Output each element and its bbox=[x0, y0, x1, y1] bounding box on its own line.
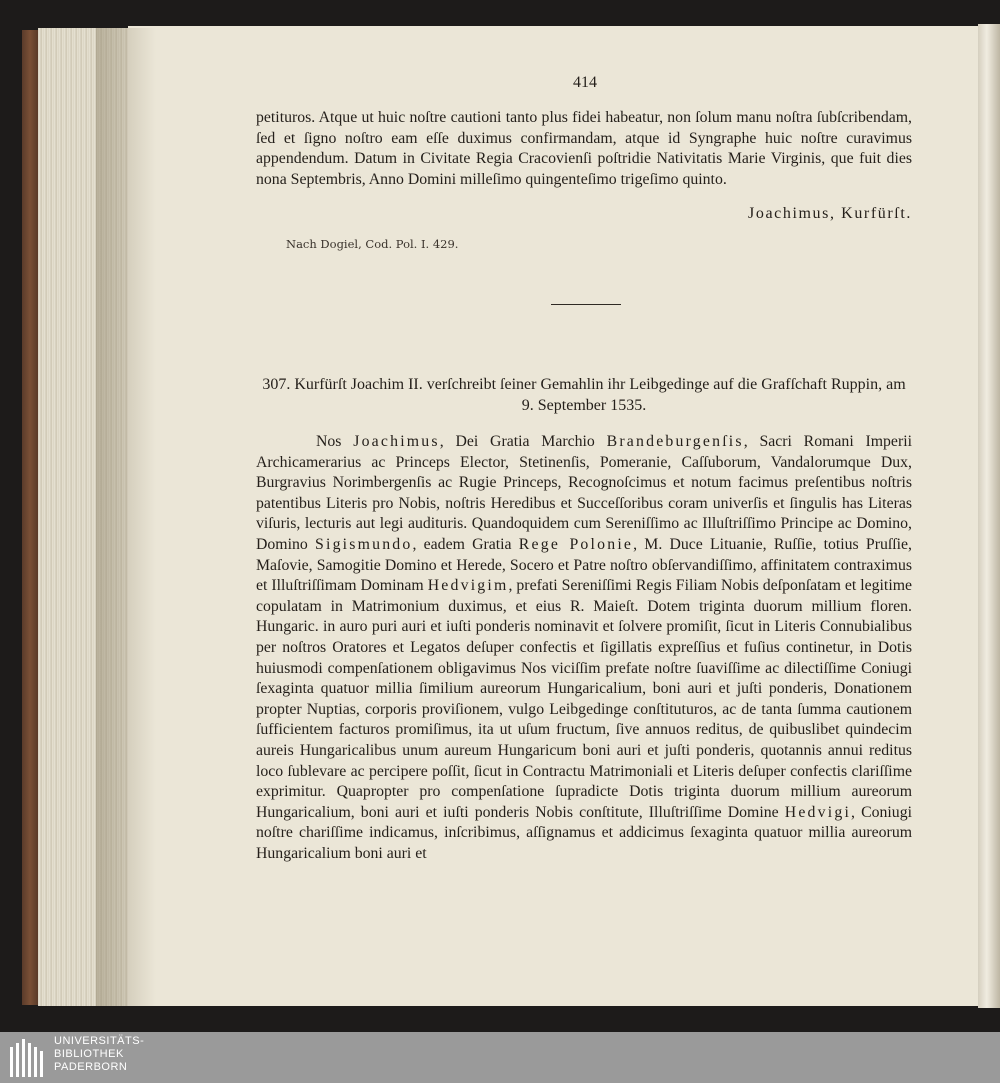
signature: Joachimus, Kurfürſt. bbox=[748, 205, 912, 222]
logo-line-3: PADERBORN bbox=[54, 1061, 128, 1073]
title-brandeburgensis: Brandeburgenſis bbox=[606, 433, 744, 450]
text-segment: , eadem Gratia bbox=[412, 535, 519, 553]
text-segment: , Coniugi noſtre chariſſime indicamus, inſcribimus, aſſignamus et addicimus ſexaginta quatuor millia aureorum Hungaricalium boni auri et bbox=[256, 803, 912, 862]
logo-line-2: BIBLIOTHEK bbox=[54, 1048, 124, 1060]
document-heading bbox=[256, 374, 912, 416]
logo-line-1: UNIVERSITÄTS- bbox=[54, 1035, 145, 1047]
text-segment: , M. Duce Lituanie, Ruſſie, totius Pruſſie, Maſovie, Samogitie Domino et Herede, Socero et Patre noſtro obſervandiſſimo, affinitatem contraximus et Illuſtriſſimam Dominam bbox=[256, 535, 912, 595]
main-paragraph bbox=[256, 432, 912, 864]
text-segment: , Dei Gratia Marchio bbox=[439, 433, 607, 450]
continuation-paragraph: petituros. Atque ut huic noſtre cautioni tanto plus fidei habeatur, non ſolum manu noſtra ſubſcribendam, ſed et ſigno noſtro eam eſſe duximus confirmandam, atque id Syngraphe huic noſtre curavimus appendendum. Datum in Civitate Regia Cracovienſi poſtridie Nativitatis Marie Virginis, que fuit dies nona Septembris, Anno Domini milleſimo quingenteſimo trigeſimo quinto. bbox=[256, 109, 912, 188]
name-hedvigi: Hedvigi bbox=[784, 803, 852, 821]
text-segment: Nos bbox=[316, 433, 354, 450]
name-hedvigim: Hedvigim bbox=[427, 577, 509, 595]
library-logo-text bbox=[54, 1035, 194, 1074]
document-title: Kurfürſt Joachim II. verſchreibt ſeiner Gemahlin ihr Leibgedinge auf die Grafſchaft Ruppin, am 9. September 1535. bbox=[294, 376, 906, 414]
name-sigismundo: Sigismundo bbox=[315, 535, 413, 553]
section-divider bbox=[551, 304, 621, 305]
text-segment: , prefati Sereniſſimi Regis Filiam Nobis deſponſatam et legitime copulatam in Matrimonium duximus, et eius R. Maieſt. Dotem triginta duorum millium floren. Hungaric. in auro puri auri et iuſti ponderis nominavit et ſolvere promiſit, ſicut in Literis Connubialibus per noſtros Oratores et Legatos deſuper confectis et ſigillatis expreſſius et fuſius continetur, in Dotis huiusmodi compenſationem obligavimus Nos viciſſim prefate noſtre ſuaviſſime ac dilectiſſime Coniugi ſexaginta quatuor millia ſimilium aureorum Hungaricalium, boni auri et juſti ponderis, Donationem propter Nuptias, corporis proviſionem, vulgo Leibgedinge conſtituturos, ac de tanta ſumma cautionem ſufficientem facturos promiſimus, ita ut uſum fructum, ſive annuos reditus, de quibuslibet quindecim aureis Hungaricalibus unum aureum Hungaricum boni auri et juſti ponderis, quotannis annui reditus loco ſublevare ac percipere poſſit, ſicut in Contractu Matrimoniali et Literis deſuper confectis clariſſime exprimitur. Quapropter pro compenſatione ſupradicte Dotis triginta duorum millium aureorum Hungaricalium, boni auri et iuſti ponderis Nobis conſtitute, Illuſtriſſime Domine bbox=[256, 577, 913, 821]
source-note: Nach Dogiel, Cod. Pol. I. 429. bbox=[286, 237, 459, 251]
document-number: 307. bbox=[262, 376, 291, 393]
title-rege-polonie: Rege Polonie bbox=[518, 535, 634, 553]
page-number: 414 bbox=[573, 74, 597, 91]
text-segment: , Sacri Romani Imperii Archicamerarius ac Princeps Elector, Stetinenſis, Pomeranie, Caſſuborum, Vandalorumque Dux, Burgravius Norimbergenſis ac Rugie Princeps, Recognoſcimus et notum facimus preſentibus noſtris patentibus Literis pro Nobis, noſtris Heredibus et Succeſſoribus coram univerſis et ſingulis has Literas viſuris, lecturis aut legi audituris. Quandoquidem cum Sereniſſimo ac Illuſtriſſimo Principe ac Domino, Domino bbox=[256, 433, 912, 553]
library-logo-icon bbox=[8, 1037, 48, 1079]
name-joachimus: Joachimus bbox=[353, 433, 440, 450]
